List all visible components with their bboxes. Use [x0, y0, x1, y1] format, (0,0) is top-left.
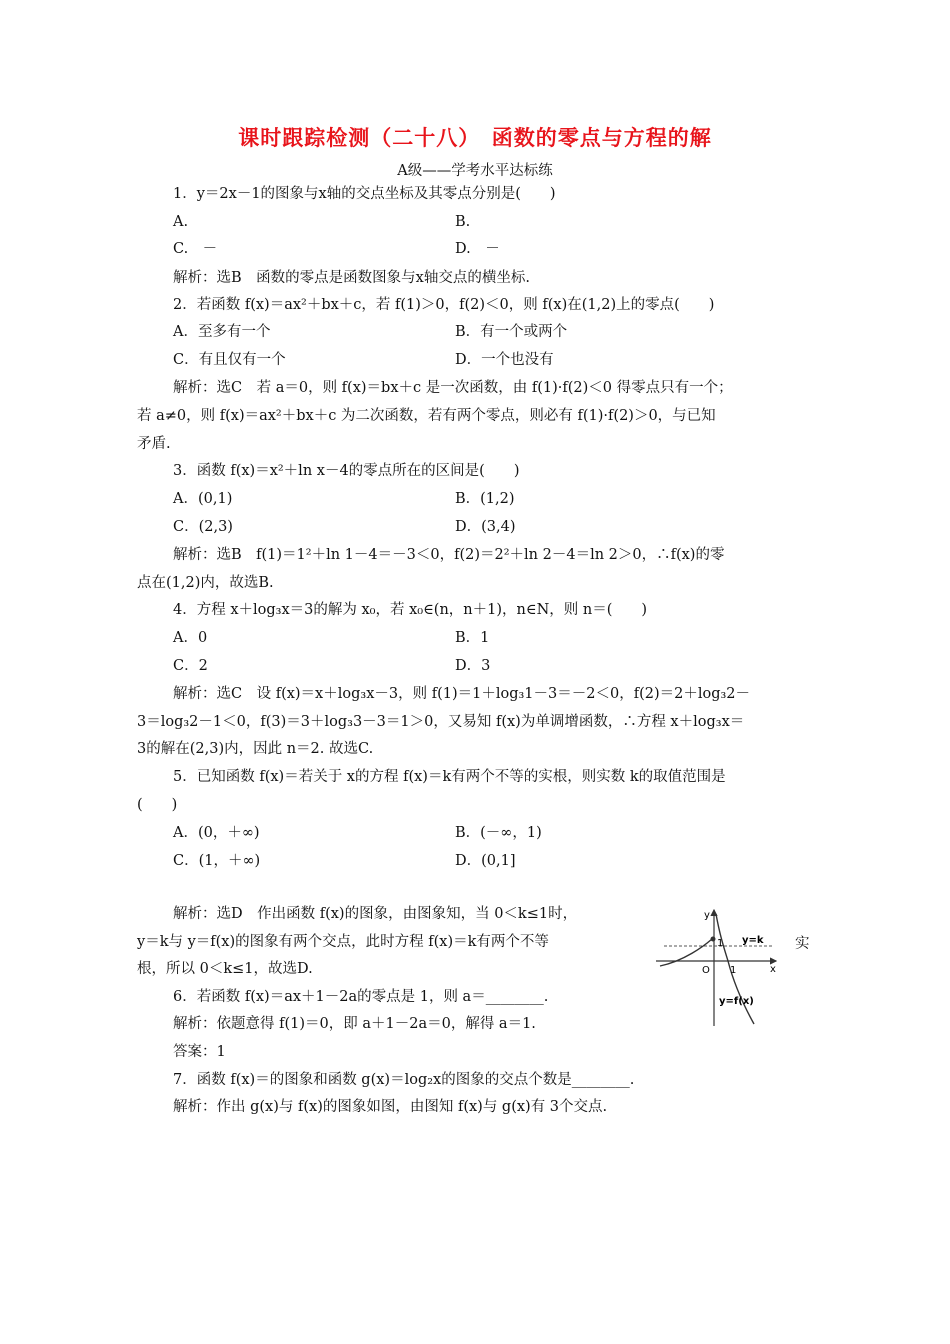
- q1-option-c: C. －: [173, 241, 218, 257]
- curve-label: y=f(x): [719, 996, 754, 1007]
- q3-option-c: C．(2,3): [173, 519, 233, 535]
- q5-solution-line: 解析：选D 作出函数 f(x)的图象，由图象知，当 0＜k≤1时，: [173, 906, 578, 922]
- q3-stem: 3．函数 f(x)＝x²＋ln x－4的零点所在的区间是( ): [173, 463, 520, 479]
- q5-solution-line: y＝k与 y＝f(x)的图象有两个交点，此时方程 f(x)＝k有两个不等: [137, 934, 549, 950]
- q7-stem: 7．函数 f(x)＝的图象和函数 g(x)＝log₂x的图象的交点个数是________.: [173, 1072, 635, 1088]
- q3-solution-line: 点在(1,2)内，故选B.: [137, 575, 274, 591]
- q4-solution-line: 3的解在(2,3)内，因此 n＝2. 故选C.: [137, 741, 374, 757]
- q2-option-a: A．至多有一个: [173, 324, 271, 340]
- y-tick-label: 1: [717, 938, 724, 949]
- q5-function-graph: [654, 906, 786, 1032]
- x-axis-label: x: [770, 964, 776, 975]
- q3-option-a: A．(0,1): [173, 491, 233, 507]
- q3-solution-line: 解析：选B f(1)＝1²＋ln 1－4＝－3＜0，f(2)＝2²＋ln 2－4＝ln 2＞0，∴f(x)的零: [173, 547, 725, 563]
- q6-solution: 解析：依题意得 f(1)＝0，即 a＋1－2a＝0，解得 a＝1.: [173, 1016, 536, 1032]
- q5-solution-line: 根，所以 0＜k≤1，故选D.: [137, 961, 313, 977]
- q4-solution-line: 3＝log₃2－1＜0，f(3)＝3＋log₃3－3＝1＞0，又易知 f(x)为单调增函数，∴方程 x＋log₃x＝: [137, 714, 745, 730]
- q5-option-c: C．(1，＋∞): [173, 853, 261, 869]
- line-label: y=k: [742, 935, 764, 946]
- y-axis-label: y: [704, 910, 710, 921]
- q1-option-b: B.: [455, 214, 471, 230]
- q5-option-a: A．(0，＋∞): [173, 825, 260, 841]
- curve-left-branch: [660, 939, 712, 966]
- q1-solution: 解析：选B 函数的零点是函数图象与x轴交点的横坐标.: [173, 270, 530, 286]
- q5-option-d: D．(0,1]: [455, 853, 516, 869]
- q4-stem: 4．方程 x＋log₃x＝3的解为 x₀，若 x₀∈(n，n＋1)，n∈N，则 n＝( ): [173, 602, 648, 618]
- x-tick-label: 1: [730, 965, 737, 976]
- q4-solution-line: 解析：选C 设 f(x)＝x＋log₃x－3，则 f(1)＝1＋log₃1－3＝－2＜0，f(2)＝2＋log₃2－: [173, 686, 751, 702]
- origin-label: O: [702, 965, 710, 976]
- q6-stem: 6．若函数 f(x)＝ax＋1－2a的零点是 1，则 a＝________.: [173, 989, 549, 1005]
- q5-option-b: B．(－∞，1): [455, 825, 542, 841]
- q2-option-c: C．有且仅有一个: [173, 352, 286, 368]
- q5-stem-cont: ( ): [137, 797, 178, 813]
- q2-solution-line: 矛盾.: [137, 436, 171, 452]
- q1-option-a: A.: [173, 214, 189, 230]
- q5-solution-tail: 实: [795, 936, 810, 952]
- page-title: 课时跟踪检测（二十八） 函数的零点与方程的解: [238, 126, 712, 150]
- q6-answer: 答案：1: [173, 1044, 226, 1060]
- q3-option-d: D．(3,4): [455, 519, 516, 535]
- section-heading: A级——学考水平达标练: [397, 163, 553, 179]
- q1-stem: 1．y＝2x－1的图象与x轴的交点坐标及其零点分别是( ): [173, 186, 556, 202]
- q4-option-a: A．0: [173, 630, 208, 646]
- point-0-1: [711, 937, 716, 942]
- q2-option-b: B．有一个或两个: [455, 324, 568, 340]
- q7-solution: 解析：作出 g(x)与 f(x)的图象如图，由图知 f(x)与 g(x)有 3个交点.: [173, 1099, 608, 1115]
- q2-option-d: D．一个也没有: [455, 352, 554, 368]
- q5-stem: 5．已知函数 f(x)＝若关于 x的方程 f(x)＝k有两个不等的实根，则实数 k的取值范围是: [173, 769, 726, 785]
- q1-option-d: D. －: [455, 241, 500, 257]
- q4-option-c: C．2: [173, 658, 208, 674]
- q2-stem: 2．若函数 f(x)＝ax²＋bx＋c，若 f(1)＞0，f(2)＜0，则 f(x)在(1,2)上的零点( ): [173, 297, 715, 313]
- q2-solution-line: 解析：选C 若 a＝0，则 f(x)＝bx＋c 是一次函数，由 f(1)·f(2)＜0 得零点只有一个；: [173, 380, 733, 396]
- q2-solution-line: 若 a≠0，则 f(x)＝ax²＋bx＋c 为二次函数，若有两个零点，则必有 f(1)·f(2)＞0，与已知: [137, 408, 716, 424]
- q4-option-d: D．3: [455, 658, 491, 674]
- q4-option-b: B．1: [455, 630, 490, 646]
- q3-option-b: B．(1,2): [455, 491, 515, 507]
